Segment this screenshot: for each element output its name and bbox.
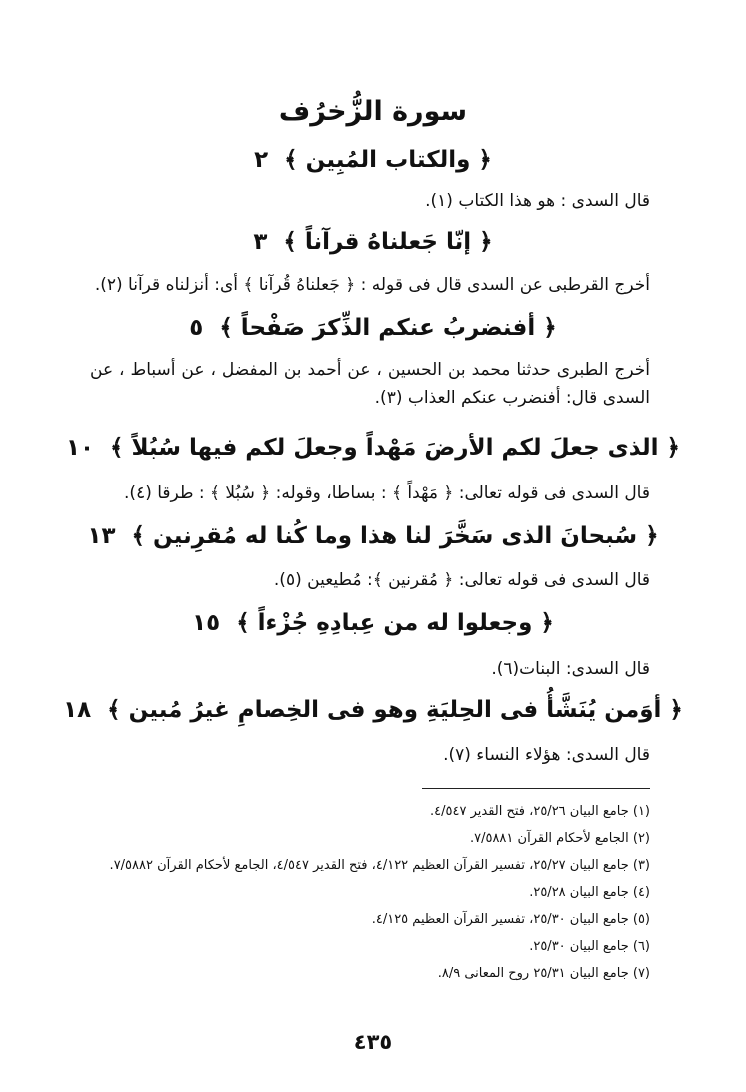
verse-heading	[40, 308, 706, 348]
surah-title: سورة الزُّخرُف	[278, 96, 468, 127]
footnote: (٦) جامع البيان ٢٥/٣٠.	[529, 939, 650, 954]
commentary-text: قال السدى: البنات(٦).	[491, 659, 650, 679]
verse-text: ﴿ والكتاب المُبِين ﴾	[284, 147, 492, 173]
footnote: (٣) جامع البيان ٢٥/٢٧، تفسير القرآن العظيم ٤/١٢٢، فتح القدير ٤/٥٤٧، الجامع لأحكام القرآن ٧/٥٨٨٢.	[109, 858, 650, 873]
footnote-divider	[422, 788, 650, 789]
footnote: (١) جامع البيان ٢٥/٢٦، فتح القدير ٤/٥٤٧.	[430, 804, 650, 819]
verse-number: ٣	[253, 229, 268, 255]
verse-heading	[40, 603, 706, 643]
verse-number: ٢	[254, 147, 269, 173]
verse-text: ﴿ سُبحانَ الذى سَخَّرَ لنا هذا وما كُنا له مُقرِنين ﴾	[131, 523, 659, 549]
verse-text: ﴿ وجعلوا له من عِبادِهِ جُزْءاً ﴾	[236, 610, 554, 636]
commentary-text: قال السدى : هو هذا الكتاب (١).	[425, 191, 650, 211]
verse-number: ٥	[189, 315, 204, 341]
verse-heading	[40, 516, 706, 556]
verse-heading	[40, 140, 706, 180]
footnote: (٤) جامع البيان ٢٥/٢٨.	[529, 885, 650, 900]
verse-text: ﴿ الذى جعلَ لكم الأرضَ مَهْداً وجعلَ لكم فيها سُبُلاً ﴾	[110, 435, 681, 461]
verse-number: ١٨	[63, 697, 92, 723]
commentary-text: قال السدى: هؤلاء النساء (٧).	[443, 745, 650, 765]
commentary-text: أخرج الطبرى حدثنا محمد بن الحسين ، عن أحمد بن المفضل ، عن أسباط ، عن السدى قال: أفنضرب عنكم العذاب (٣).	[90, 360, 650, 408]
footnote: (٥) جامع البيان ٢٥/٣٠، تفسير القرآن العظيم ٤/١٢٥.	[371, 912, 650, 927]
footnotes	[70, 798, 650, 987]
verse-number: ١٣	[87, 523, 116, 549]
verse-heading	[40, 690, 706, 730]
commentary-text: قال السدى فى قوله تعالى: ﴿ مُقرنين ﴾: مُطيعين (٥).	[273, 570, 650, 590]
verse-text: ﴿ أوَمن يُنَشَّأُ فى الحِليَةِ وهو فى الخِصامِ غيرُ مُبين ﴾	[107, 697, 683, 723]
verse-text: ﴿ أفنضربُ عنكم الذِّكرَ صَفْحاً ﴾	[219, 315, 557, 341]
verse-text: ﴿ إنّا جَعلناهُ قرآناً ﴾	[283, 229, 493, 255]
verse-number: ١٠	[65, 435, 95, 461]
verse-number: ١٥	[192, 610, 221, 636]
verse-heading	[40, 428, 706, 468]
commentary-text: قال السدى فى قوله تعالى: ﴿ مَهْداً ﴾ : بساطا، وقوله: ﴿ سُبُلا ﴾ : طرقا (٤).	[124, 483, 650, 503]
verse-heading	[40, 222, 706, 262]
footnote: (٢) الجامع لأحكام القرآن ٧/٥٨٨١.	[469, 831, 650, 846]
commentary-text: أخرج القرطبى عن السدى قال فى قوله : ﴿ جَعلناهُ قُرآنا ﴾ أى: أنزلناه قرآنا (٢).	[94, 275, 650, 295]
page-number: ٤٣٥	[353, 1030, 393, 1054]
footnote: (٧) جامع البيان ٢٥/٣١ روح المعانى ٨/٩.	[437, 966, 650, 981]
